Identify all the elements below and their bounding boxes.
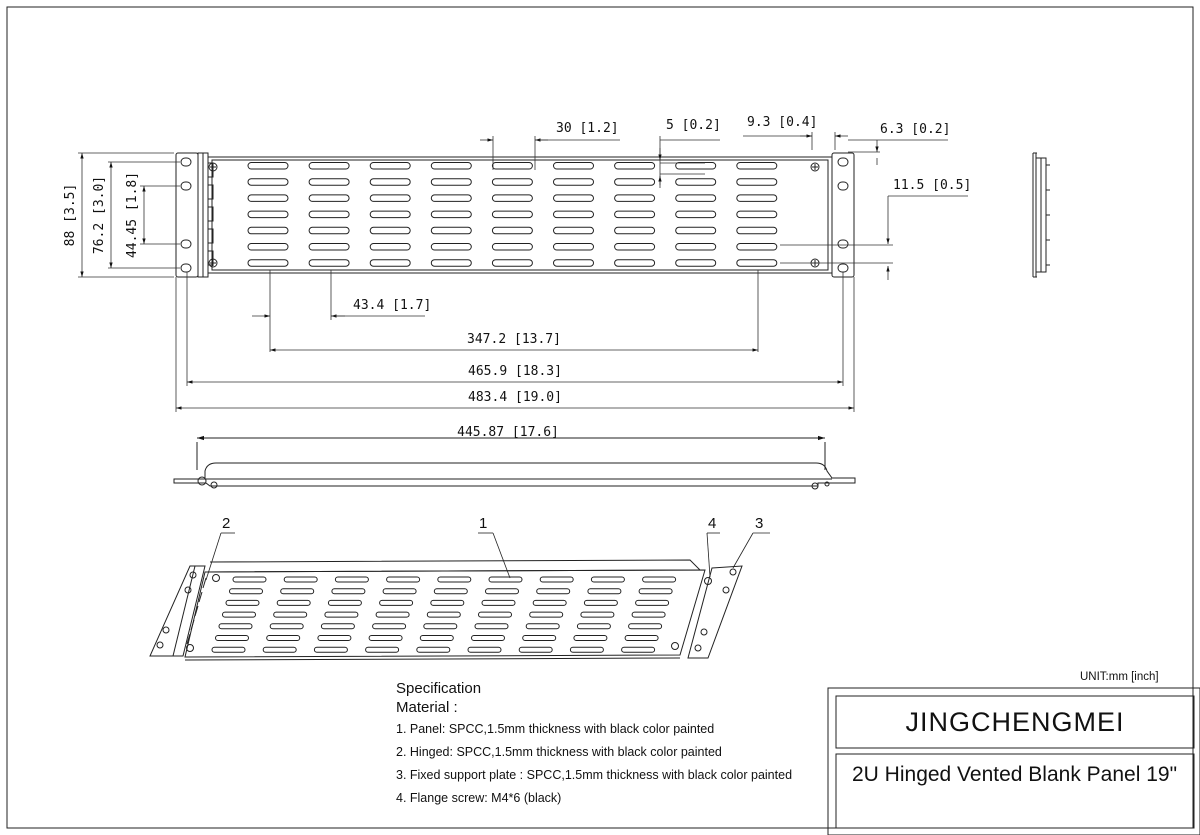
iso-vent-slot	[438, 577, 471, 582]
vent-slot	[615, 179, 655, 186]
callouts	[206, 533, 770, 580]
iso-vent-slot	[274, 612, 307, 617]
iso-vent-slot	[223, 612, 256, 617]
vent-slot	[737, 211, 777, 218]
iso-vent-slot	[427, 612, 460, 617]
iso-vent-slot	[479, 612, 512, 617]
vent-slot	[554, 227, 594, 234]
iso-vent-slot	[625, 636, 658, 641]
vent-slot	[554, 244, 594, 251]
vent-slot	[737, 163, 777, 170]
vent-slot	[676, 260, 716, 267]
iso-vent-slot	[570, 647, 603, 652]
unit-label: UNIT:mm [inch]	[1080, 671, 1159, 683]
iso-vent-slot	[420, 636, 453, 641]
brand-name: JINGCHENGMEI	[905, 706, 1125, 737]
iso-vent-slot	[270, 624, 303, 629]
vent-slot	[676, 244, 716, 251]
iso-vent-slot	[233, 577, 266, 582]
vent-slot	[737, 179, 777, 186]
dim-slot-width: 30 [1.2]	[556, 121, 619, 136]
vent-slot	[309, 211, 349, 218]
vent-slot	[370, 211, 410, 218]
callout-4: 4	[708, 515, 717, 532]
iso-vent-slot	[318, 636, 351, 641]
vent-slot	[431, 244, 471, 251]
vent-slot	[615, 163, 655, 170]
callout-2: 2	[222, 515, 231, 532]
iso-vent-slot	[475, 624, 508, 629]
vent-slot	[431, 163, 471, 170]
vent-slot	[248, 227, 288, 234]
iso-vent-slot	[584, 600, 617, 605]
material-item: 3. Fixed support plate : SPCC,1.5mm thickness with black color painted	[396, 768, 793, 782]
iso-vent-slot	[376, 612, 409, 617]
vent-slot	[492, 163, 532, 170]
iso-vent-slot	[629, 624, 662, 629]
side-view	[1033, 153, 1050, 277]
iso-vent-slot	[574, 636, 607, 641]
dim-inner-hole-span: 44.45 [1.8]	[125, 171, 140, 259]
specification-block	[396, 680, 826, 814]
iso-vent-slot	[325, 612, 358, 617]
iso-vent-slot	[267, 636, 300, 641]
vent-slot	[492, 244, 532, 251]
vent-slot	[248, 179, 288, 186]
dim-hole-offset: 6.3 [0.2]	[880, 122, 951, 137]
vent-slot	[431, 179, 471, 186]
dim-hole-pitch: 465.9 [18.3]	[468, 364, 562, 379]
iso-vent-slot	[380, 600, 413, 605]
iso-vent-slot	[622, 647, 655, 652]
iso-vent-slot	[332, 589, 365, 594]
dim-slot-span: 347.2 [13.7]	[467, 332, 561, 347]
vent-slot	[492, 227, 532, 234]
iso-vent-slot	[643, 577, 676, 582]
iso-vent-slot	[540, 577, 573, 582]
iso-vent-slot	[577, 624, 610, 629]
vent-slot	[554, 163, 594, 170]
vent-slot	[554, 195, 594, 202]
dim-overall-width: 483.4 [19.0]	[468, 390, 562, 405]
spec-heading: Specification	[396, 680, 482, 697]
iso-vent-slot	[526, 624, 559, 629]
iso-vent-slot	[369, 636, 402, 641]
iso-vent-slot	[219, 624, 252, 629]
iso-vent-slot	[263, 647, 296, 652]
iso-vent-slot	[373, 624, 406, 629]
vent-slot	[309, 244, 349, 251]
iso-vent-slot	[489, 577, 522, 582]
vent-slot	[676, 195, 716, 202]
vent-slot	[431, 260, 471, 267]
vent-slot	[309, 260, 349, 267]
vent-slot	[615, 195, 655, 202]
iso-view	[150, 560, 742, 660]
vent-slot	[370, 195, 410, 202]
material-item: 2. Hinged: SPCC,1.5mm thickness with black color painted	[396, 745, 722, 759]
iso-vent-slot	[328, 600, 361, 605]
iso-vent-slot	[387, 577, 420, 582]
iso-vent-slot	[636, 600, 669, 605]
vent-slot	[615, 211, 655, 218]
iso-vent-slot	[523, 636, 556, 641]
vent-slot	[248, 244, 288, 251]
vent-slot	[370, 260, 410, 267]
vent-slot	[615, 244, 655, 251]
vent-slot	[370, 227, 410, 234]
vent-slot	[737, 195, 777, 202]
iso-vent-slot	[230, 589, 263, 594]
vent-slot	[676, 163, 716, 170]
front-view	[176, 153, 854, 277]
iso-vent-slots	[212, 577, 676, 652]
vent-slot	[676, 211, 716, 218]
iso-vent-slot	[284, 577, 317, 582]
iso-vent-slot	[335, 577, 368, 582]
iso-vent-slot	[530, 612, 563, 617]
dim-hole-to-edge: 11.5 [0.5]	[893, 178, 972, 193]
vent-slots	[248, 163, 777, 267]
iso-vent-slot	[277, 600, 310, 605]
iso-vent-slot	[321, 624, 354, 629]
iso-vent-slot	[366, 647, 399, 652]
iso-vent-slot	[632, 612, 665, 617]
iso-vent-slot	[588, 589, 621, 594]
vent-slot	[309, 179, 349, 186]
vent-slot	[309, 195, 349, 202]
vent-slot	[431, 227, 471, 234]
vent-slot	[370, 163, 410, 170]
iso-vent-slot	[281, 589, 314, 594]
vent-slot	[309, 227, 349, 234]
iso-vent-slot	[591, 577, 624, 582]
callout-3: 3	[755, 515, 764, 532]
iso-vent-slot	[226, 600, 259, 605]
vent-slot	[309, 163, 349, 170]
vent-slot	[737, 260, 777, 267]
vent-slot	[370, 244, 410, 251]
material-item: 1. Panel: SPCC,1.5mm thickness with black color painted	[396, 722, 715, 736]
dim-panel-depth: 445.87 [17.6]	[457, 425, 559, 440]
iso-vent-slot	[424, 624, 457, 629]
vent-slot	[615, 227, 655, 234]
iso-vent-slot	[417, 647, 450, 652]
vent-slot	[248, 163, 288, 170]
iso-vent-slot	[472, 636, 505, 641]
vent-slot	[676, 179, 716, 186]
iso-vent-slot	[533, 600, 566, 605]
iso-vent-slot	[216, 636, 249, 641]
iso-vent-slot	[486, 589, 519, 594]
iso-vent-slot	[212, 647, 245, 652]
callout-1: 1	[479, 515, 488, 532]
vent-slot	[492, 179, 532, 186]
vent-slot	[431, 195, 471, 202]
iso-vent-slot	[639, 589, 672, 594]
vent-slot	[554, 179, 594, 186]
vent-slot	[737, 227, 777, 234]
dim-hole-span: 76.2 [3.0]	[92, 175, 107, 255]
iso-vent-slot	[581, 612, 614, 617]
iso-vent-slot	[383, 589, 416, 594]
vent-slot	[248, 260, 288, 267]
material-list	[396, 722, 826, 805]
dim-hole-to-slot: 9.3 [0.4]	[747, 115, 818, 130]
dim-slot-gap: 5 [0.2]	[666, 118, 721, 133]
drawing-title: 2U Hinged Vented Blank Panel 19"	[852, 763, 1178, 786]
dim-total-height: 88 [3.5]	[63, 183, 78, 247]
iso-vent-slot	[468, 647, 501, 652]
vent-slot	[431, 211, 471, 218]
vent-slot	[676, 227, 716, 234]
vent-slot	[370, 179, 410, 186]
vent-slot	[492, 195, 532, 202]
vent-slot	[492, 260, 532, 267]
material-item: 4. Flange screw: M4*6 (black)	[396, 791, 562, 805]
iso-vent-slot	[434, 589, 467, 594]
callout-labels	[222, 515, 763, 532]
top-view	[174, 438, 855, 489]
material-label: Material :	[396, 699, 458, 716]
vent-slot	[248, 195, 288, 202]
iso-vent-slot	[519, 647, 552, 652]
vent-slot	[737, 244, 777, 251]
dim-slot-pitch: 43.4 [1.7]	[353, 298, 432, 313]
iso-vent-slot	[482, 600, 515, 605]
vent-slot	[554, 260, 594, 267]
vent-slot	[554, 211, 594, 218]
vent-slot	[615, 260, 655, 267]
vent-slot	[492, 211, 532, 218]
iso-vent-slot	[314, 647, 347, 652]
iso-vent-slot	[537, 589, 570, 594]
iso-vent-slot	[431, 600, 464, 605]
vent-slot	[248, 211, 288, 218]
ear-holes	[181, 158, 848, 272]
